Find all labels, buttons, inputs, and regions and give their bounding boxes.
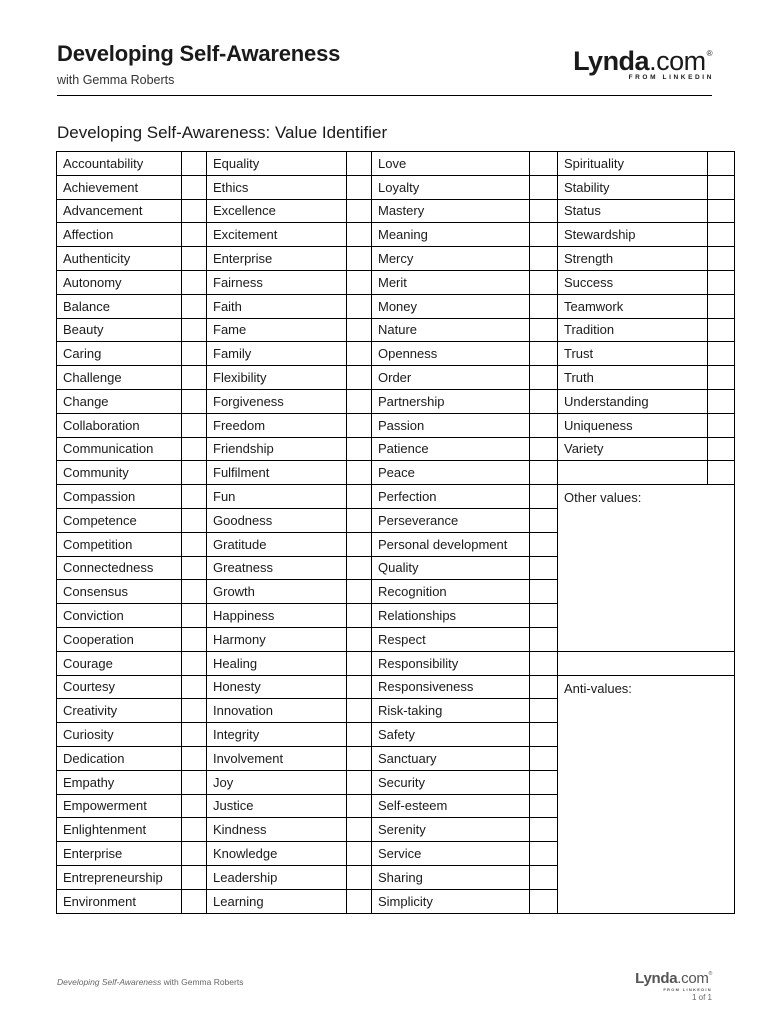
value-checkbox[interactable] [347, 366, 372, 390]
table-row [57, 223, 735, 247]
value-label: Understanding [558, 389, 708, 413]
value-checkbox[interactable] [182, 389, 207, 413]
value-label: Competence [57, 508, 182, 532]
value-checkbox[interactable] [530, 865, 558, 889]
value-checkbox[interactable] [347, 723, 372, 747]
value-checkbox[interactable] [182, 294, 207, 318]
value-checkbox[interactable] [708, 318, 735, 342]
value-checkbox[interactable] [347, 842, 372, 866]
blank-cell [558, 651, 735, 675]
value-checkbox[interactable] [530, 889, 558, 913]
value-checkbox[interactable] [347, 699, 372, 723]
value-label: Friendship [207, 437, 347, 461]
value-label: Fairness [207, 270, 347, 294]
value-checkbox[interactable] [182, 152, 207, 176]
value-checkbox[interactable] [182, 699, 207, 723]
value-checkbox[interactable] [182, 223, 207, 247]
table-row [57, 461, 735, 485]
value-label: Risk-taking [372, 699, 530, 723]
value-label: Mercy [372, 247, 530, 271]
value-label: Success [558, 270, 708, 294]
header-divider [57, 95, 712, 96]
value-label: Self-esteem [372, 794, 530, 818]
value-checkbox[interactable] [530, 247, 558, 271]
value-label: Consensus [57, 580, 182, 604]
value-label: Innovation [207, 699, 347, 723]
value-checkbox[interactable] [708, 437, 735, 461]
value-label: Stability [558, 175, 708, 199]
value-label: Simplicity [372, 889, 530, 913]
value-label: Excitement [207, 223, 347, 247]
value-checkbox[interactable] [347, 485, 372, 509]
value-label: Cooperation [57, 627, 182, 651]
value-checkbox[interactable] [347, 865, 372, 889]
value-label: Partnership [372, 389, 530, 413]
value-label: Strength [558, 247, 708, 271]
value-checkbox[interactable] [182, 746, 207, 770]
value-label: Patience [372, 437, 530, 461]
value-checkbox[interactable] [347, 627, 372, 651]
value-checkbox[interactable] [530, 556, 558, 580]
value-checkbox[interactable] [530, 223, 558, 247]
footer-logo-wordmark [635, 966, 712, 987]
value-label: Creativity [57, 699, 182, 723]
value-checkbox[interactable] [347, 818, 372, 842]
value-label: Empowerment [57, 794, 182, 818]
value-label: Gratitude [207, 532, 347, 556]
value-label: Nature [372, 318, 530, 342]
value-checkbox[interactable] [708, 461, 735, 485]
table-row [57, 342, 735, 366]
logo-tagline: FROM LINKEDIN [628, 74, 714, 81]
value-checkbox[interactable] [347, 604, 372, 628]
value-label: Community [57, 461, 182, 485]
footer-lynda-logo [635, 966, 712, 992]
value-checkbox[interactable] [708, 175, 735, 199]
value-checkbox[interactable] [530, 294, 558, 318]
value-checkbox[interactable] [530, 461, 558, 485]
value-checkbox[interactable] [530, 604, 558, 628]
value-label: Responsibility [372, 651, 530, 675]
value-label: Meaning [372, 223, 530, 247]
value-checkbox[interactable] [182, 532, 207, 556]
value-checkbox[interactable] [530, 651, 558, 675]
value-label: Kindness [207, 818, 347, 842]
value-label: Authenticity [57, 247, 182, 271]
value-label: Safety [372, 723, 530, 747]
value-label: Love [372, 152, 530, 176]
footer-logo-tagline: FROM LINKEDIN [663, 987, 712, 992]
value-label: Spirituality [558, 152, 708, 176]
value-checkbox[interactable] [182, 770, 207, 794]
value-label: Caring [57, 342, 182, 366]
footer-logo-com: .com [677, 970, 709, 987]
value-label: Flexibility [207, 366, 347, 390]
logo-wordmark [573, 40, 712, 75]
value-checkbox[interactable] [530, 580, 558, 604]
value-label [558, 461, 708, 485]
value-label: Competition [57, 532, 182, 556]
value-label: Freedom [207, 413, 347, 437]
footer-course-title [57, 977, 243, 987]
value-label: Recognition [372, 580, 530, 604]
value-checkbox[interactable] [347, 889, 372, 913]
value-checkbox[interactable] [530, 770, 558, 794]
value-label: Involvement [207, 746, 347, 770]
logo-com: .com [649, 46, 706, 76]
value-checkbox[interactable] [530, 413, 558, 437]
value-label: Loyalty [372, 175, 530, 199]
value-checkbox[interactable] [182, 413, 207, 437]
value-checkbox[interactable] [347, 461, 372, 485]
value-checkbox[interactable] [708, 294, 735, 318]
value-checkbox[interactable] [347, 413, 372, 437]
table-row [57, 247, 735, 271]
anti-values-box[interactable]: Anti-values: [558, 675, 735, 913]
value-checkbox[interactable] [347, 294, 372, 318]
value-label: Relationships [372, 604, 530, 628]
value-checkbox[interactable] [182, 651, 207, 675]
value-label: Fun [207, 485, 347, 509]
value-checkbox[interactable] [347, 675, 372, 699]
value-label: Perfection [372, 485, 530, 509]
value-checkbox[interactable] [530, 746, 558, 770]
value-label: Tradition [558, 318, 708, 342]
value-label: Beauty [57, 318, 182, 342]
table-row [57, 175, 735, 199]
value-label: Enterprise [207, 247, 347, 271]
table-row [57, 485, 735, 509]
value-label: Communication [57, 437, 182, 461]
value-label: Mastery [372, 199, 530, 223]
table-row [57, 294, 735, 318]
value-label: Truth [558, 366, 708, 390]
value-checkbox[interactable] [530, 794, 558, 818]
value-checkbox[interactable] [182, 794, 207, 818]
value-label: Stewardship [558, 223, 708, 247]
value-checkbox[interactable] [708, 366, 735, 390]
value-checkbox[interactable] [708, 413, 735, 437]
value-checkbox[interactable] [182, 485, 207, 509]
value-label: Healing [207, 651, 347, 675]
value-label: Passion [372, 413, 530, 437]
value-checkbox[interactable] [182, 889, 207, 913]
value-checkbox[interactable] [530, 389, 558, 413]
value-label: Goodness [207, 508, 347, 532]
value-label: Learning [207, 889, 347, 913]
value-checkbox[interactable] [530, 818, 558, 842]
value-checkbox[interactable] [182, 199, 207, 223]
value-label: Respect [372, 627, 530, 651]
value-label: Environment [57, 889, 182, 913]
value-checkbox[interactable] [182, 842, 207, 866]
value-checkbox[interactable] [347, 223, 372, 247]
value-checkbox[interactable] [182, 318, 207, 342]
value-label: Fulfilment [207, 461, 347, 485]
value-label: Entrepreneurship [57, 865, 182, 889]
value-checkbox[interactable] [182, 604, 207, 628]
footer-course-author: with Gemma Roberts [161, 977, 244, 987]
value-checkbox[interactable] [530, 366, 558, 390]
table-row [57, 675, 735, 699]
value-label: Money [372, 294, 530, 318]
table-row [57, 651, 735, 675]
value-checkbox[interactable] [530, 175, 558, 199]
value-checkbox[interactable] [530, 318, 558, 342]
value-checkbox[interactable] [530, 270, 558, 294]
value-label: Trust [558, 342, 708, 366]
value-checkbox[interactable] [182, 675, 207, 699]
value-label: Service [372, 842, 530, 866]
page-number: 1 of 1 [691, 993, 712, 1002]
value-label: Variety [558, 437, 708, 461]
value-label: Change [57, 389, 182, 413]
value-label: Sanctuary [372, 746, 530, 770]
value-label: Harmony [207, 627, 347, 651]
value-checkbox[interactable] [530, 842, 558, 866]
value-label: Equality [207, 152, 347, 176]
footer-logo-name: Lynda [635, 970, 678, 987]
value-checkbox[interactable] [182, 865, 207, 889]
footer-logo-registered: ® [708, 971, 712, 977]
value-checkbox[interactable] [347, 175, 372, 199]
value-label: Openness [372, 342, 530, 366]
value-checkbox[interactable] [530, 437, 558, 461]
value-checkbox[interactable] [182, 247, 207, 271]
value-label: Courtesy [57, 675, 182, 699]
value-label: Accountability [57, 152, 182, 176]
value-checkbox[interactable] [530, 342, 558, 366]
value-label: Status [558, 199, 708, 223]
other-values-box[interactable]: Other values: [558, 485, 735, 652]
value-label: Joy [207, 770, 347, 794]
table-row [57, 199, 735, 223]
value-label: Enterprise [57, 842, 182, 866]
value-label: Integrity [207, 723, 347, 747]
value-label: Fame [207, 318, 347, 342]
value-checkbox[interactable] [182, 818, 207, 842]
value-label: Responsiveness [372, 675, 530, 699]
value-checkbox[interactable] [347, 794, 372, 818]
value-checkbox[interactable] [347, 651, 372, 675]
value-label: Merit [372, 270, 530, 294]
value-label: Achievement [57, 175, 182, 199]
table-row [57, 152, 735, 176]
value-label: Honesty [207, 675, 347, 699]
value-checkbox[interactable] [347, 580, 372, 604]
value-checkbox[interactable] [530, 152, 558, 176]
value-checkbox[interactable] [182, 437, 207, 461]
value-label: Personal development [372, 532, 530, 556]
value-checkbox[interactable] [347, 770, 372, 794]
value-label: Justice [207, 794, 347, 818]
value-label: Ethics [207, 175, 347, 199]
value-checkbox[interactable] [347, 318, 372, 342]
value-checkbox[interactable] [530, 485, 558, 509]
value-label: Courage [57, 651, 182, 675]
value-checkbox[interactable] [347, 746, 372, 770]
value-checkbox[interactable] [347, 532, 372, 556]
value-checkbox[interactable] [530, 199, 558, 223]
value-checkbox[interactable] [530, 532, 558, 556]
value-label: Conviction [57, 604, 182, 628]
value-checkbox[interactable] [708, 389, 735, 413]
document-title: Developing Self-Awareness [57, 41, 341, 66]
table-row [57, 413, 735, 437]
value-checkbox[interactable] [347, 342, 372, 366]
value-checkbox[interactable] [530, 699, 558, 723]
document-subtitle: with Gemma Roberts [57, 73, 175, 87]
table-row [57, 437, 735, 461]
value-label: Knowledge [207, 842, 347, 866]
logo-registered: ® [706, 49, 712, 58]
value-checkbox[interactable] [182, 627, 207, 651]
value-checkbox[interactable] [182, 342, 207, 366]
value-label: Compassion [57, 485, 182, 509]
value-checkbox[interactable] [347, 152, 372, 176]
value-checkbox[interactable] [347, 508, 372, 532]
value-label: Challenge [57, 366, 182, 390]
value-label: Quality [372, 556, 530, 580]
value-label: Curiosity [57, 723, 182, 747]
value-label: Autonomy [57, 270, 182, 294]
value-label: Security [372, 770, 530, 794]
table-row [57, 270, 735, 294]
value-checkbox[interactable] [708, 342, 735, 366]
value-label: Affection [57, 223, 182, 247]
value-checkbox[interactable] [347, 389, 372, 413]
value-label: Growth [207, 580, 347, 604]
value-identifier-table [56, 151, 735, 914]
value-checkbox[interactable] [182, 175, 207, 199]
value-label: Order [372, 366, 530, 390]
value-checkbox[interactable] [708, 223, 735, 247]
value-label: Family [207, 342, 347, 366]
value-label: Peace [372, 461, 530, 485]
value-checkbox[interactable] [182, 508, 207, 532]
value-checkbox[interactable] [347, 199, 372, 223]
value-label: Sharing [372, 865, 530, 889]
lynda-logo [573, 40, 712, 81]
value-label: Enlightenment [57, 818, 182, 842]
table-row [57, 389, 735, 413]
value-checkbox[interactable] [708, 199, 735, 223]
value-checkbox[interactable] [182, 270, 207, 294]
value-label: Advancement [57, 199, 182, 223]
value-label: Forgiveness [207, 389, 347, 413]
value-label: Uniqueness [558, 413, 708, 437]
value-checkbox[interactable] [182, 461, 207, 485]
value-label: Greatness [207, 556, 347, 580]
value-checkbox[interactable] [182, 556, 207, 580]
value-checkbox[interactable] [708, 270, 735, 294]
value-checkbox[interactable] [708, 152, 735, 176]
value-checkbox[interactable] [182, 366, 207, 390]
value-checkbox[interactable] [347, 437, 372, 461]
value-checkbox[interactable] [182, 580, 207, 604]
value-label: Teamwork [558, 294, 708, 318]
value-checkbox[interactable] [708, 247, 735, 271]
value-checkbox[interactable] [347, 270, 372, 294]
value-checkbox[interactable] [530, 675, 558, 699]
value-checkbox[interactable] [347, 556, 372, 580]
logo-name: Lynda [573, 46, 650, 76]
value-label: Leadership [207, 865, 347, 889]
value-label: Happiness [207, 604, 347, 628]
value-label: Serenity [372, 818, 530, 842]
value-checkbox[interactable] [347, 247, 372, 271]
footer-course-name: Developing Self-Awareness [57, 977, 162, 987]
value-label: Perseverance [372, 508, 530, 532]
worksheet-title: Developing Self-Awareness: Value Identifier [57, 123, 388, 142]
value-checkbox[interactable] [530, 723, 558, 747]
value-label: Excellence [207, 199, 347, 223]
value-checkbox[interactable] [182, 723, 207, 747]
value-label: Empathy [57, 770, 182, 794]
value-label: Connectedness [57, 556, 182, 580]
table-row [57, 318, 735, 342]
value-label: Collaboration [57, 413, 182, 437]
value-checkbox[interactable] [530, 508, 558, 532]
value-checkbox[interactable] [530, 627, 558, 651]
value-label: Faith [207, 294, 347, 318]
value-label: Balance [57, 294, 182, 318]
table-row [57, 366, 735, 390]
value-label: Dedication [57, 746, 182, 770]
